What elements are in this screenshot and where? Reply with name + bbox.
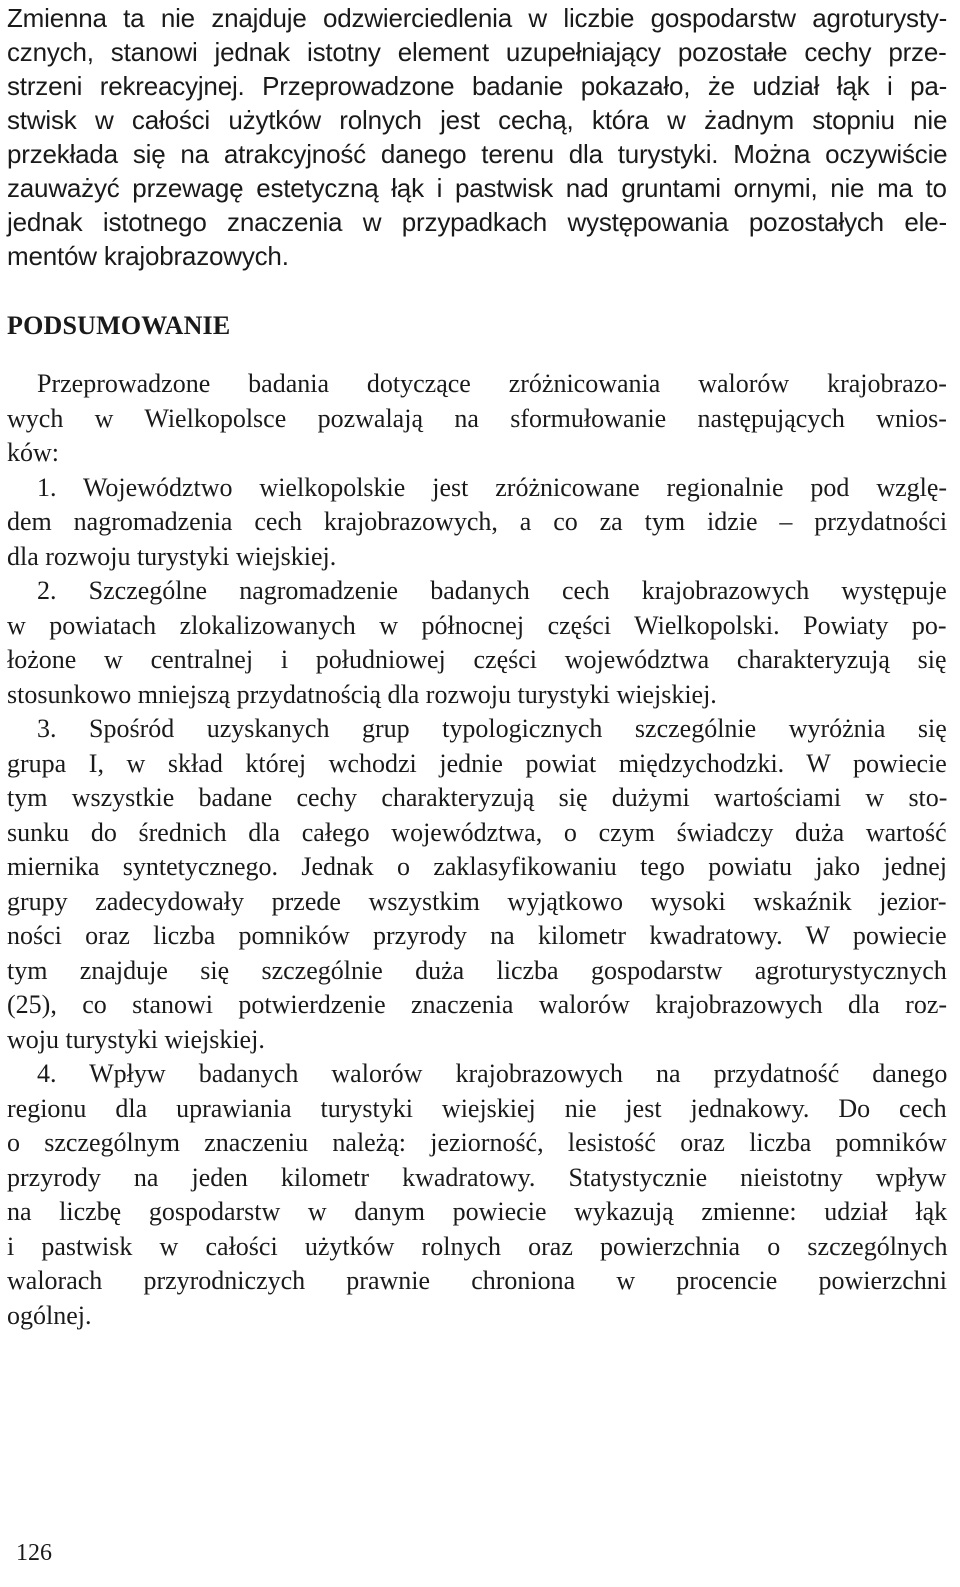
text-line: Przeprowadzone badania dotyczące zróżnicowania walorów krajobrazo- [37, 369, 947, 398]
text-line: mentów krajobrazowych. [7, 241, 289, 271]
section-heading: PODSUMOWANIE [7, 311, 231, 340]
text-line: ków: [7, 438, 59, 467]
text-line: i pastwisk w całości użytków rolnych oraz powierzchnia o szczególnych [7, 1231, 948, 1261]
text-line: strzeni rekreacyjnej. Przeprowadzone badanie pokazało, że udział łąk i pa- [7, 71, 948, 101]
text-line: dem nagromadzenia cech krajobrazowych, a co za tym idzie – przydatności [7, 507, 948, 536]
text-line: stwisk w całości użytków rolnych jest cechą, która w żadnym stopniu nie [7, 105, 948, 135]
text-line: grupy zadecydowały przede wszystkim wyjątkowo wysoki wskaźnik jezior- [7, 886, 947, 916]
conclusion-4-line: 4. Wpływ badanych walorów krajobrazowych na przydatność danego [37, 1059, 948, 1088]
text-line: na liczbę gospodarstw w danym powiecie wykazują zmienne: udział łąk [7, 1197, 948, 1226]
text-line: ności oraz liczba pomników przyrody na kilometr kwadratowy. W powiecie [7, 921, 947, 950]
text-line: miernika syntetycznego. Jednak o zaklasyfikowaniu tego powiatu jako jednej [7, 852, 948, 881]
text-line: woju turystyki wiejskiej. [7, 1024, 265, 1054]
text-line: dla rozwoju turystyki wiejskiej. [7, 541, 337, 571]
text-line: tym znajduje się szczególnie duża liczba gospodarstw agroturystycznych [7, 955, 947, 985]
text-line: tym wszystkie badane cechy charakteryzują się dużymi wartościami w sto- [7, 783, 948, 812]
text-line: jednak istotnego znaczenia w przypadkach występowania pozostałych ele- [7, 207, 947, 237]
intro-paragraph [7, 1, 947, 273]
text-line: grupa I, w skład której wchodzi jednie powiat międzychodzki. W powiecie [7, 748, 947, 778]
conclusion-3-line: 3. Spośród uzyskanych grup typologicznych szczególnie wyróżnia się [37, 714, 947, 743]
text-line: regionu dla uprawiania turystyki wiejskiej nie jest jednakowy. Do cech [7, 1093, 947, 1123]
text-line: (25), co stanowi potwierdzenie znaczenia walorów krajobrazowych dla roz- [7, 990, 948, 1019]
conclusion-2-line: 2. Szczególne nagromadzenie badanych cech krajobrazowych występuje [37, 576, 947, 605]
page-number: 126 [16, 1540, 52, 1566]
text-line: przyrody na jeden kilometr kwadratowy. Statystycznie nieistotny wpływ [7, 1162, 947, 1192]
text-line: wych w Wielkopolsce pozwalają na sformułowanie następujących wnios- [7, 403, 947, 433]
conclusion-1-line: 1. Województwo wielkopolskie jest zróżnicowane regionalnie pod wzglę- [37, 472, 948, 502]
text-line: ogólnej. [7, 1300, 92, 1330]
text-line: przekłada się na atrakcyjność danego terenu dla turystyki. Można oczywiście [7, 139, 948, 169]
text-line: cznych, stanowi jednak istotny element uzupełniający pozostałe cechy prze- [7, 37, 947, 67]
text-line: zauważyć przewagę estetyczną łąk i pastwisk nad gruntami ornymi, nie ma to [7, 173, 947, 203]
summary-section [7, 367, 947, 1333]
text-line: walorach przyrodniczych prawnie chroniona w procencie powierzchni [7, 1266, 947, 1295]
text-line: o szczególnym znaczeniu należą: jeziorność, lesistość oraz liczba pomników [7, 1128, 947, 1157]
text-line: sunku do średnich dla całego województwa, o czym świadczy duża wartość [7, 817, 947, 847]
text-line: w powiatach zlokalizowanych w północnej części Wielkopolski. Powiaty po- [7, 610, 947, 640]
text-line: Zmienna ta nie znajduje odzwierciedlenia w liczbie gospodarstw agroturysty- [7, 3, 948, 33]
text-line: stosunkowo mniejszą przydatnością dla rozwoju turystyki wiejskiej. [7, 679, 717, 709]
text-line: łożone w centralnej i południowej części województwa charakteryzują się [7, 645, 947, 674]
